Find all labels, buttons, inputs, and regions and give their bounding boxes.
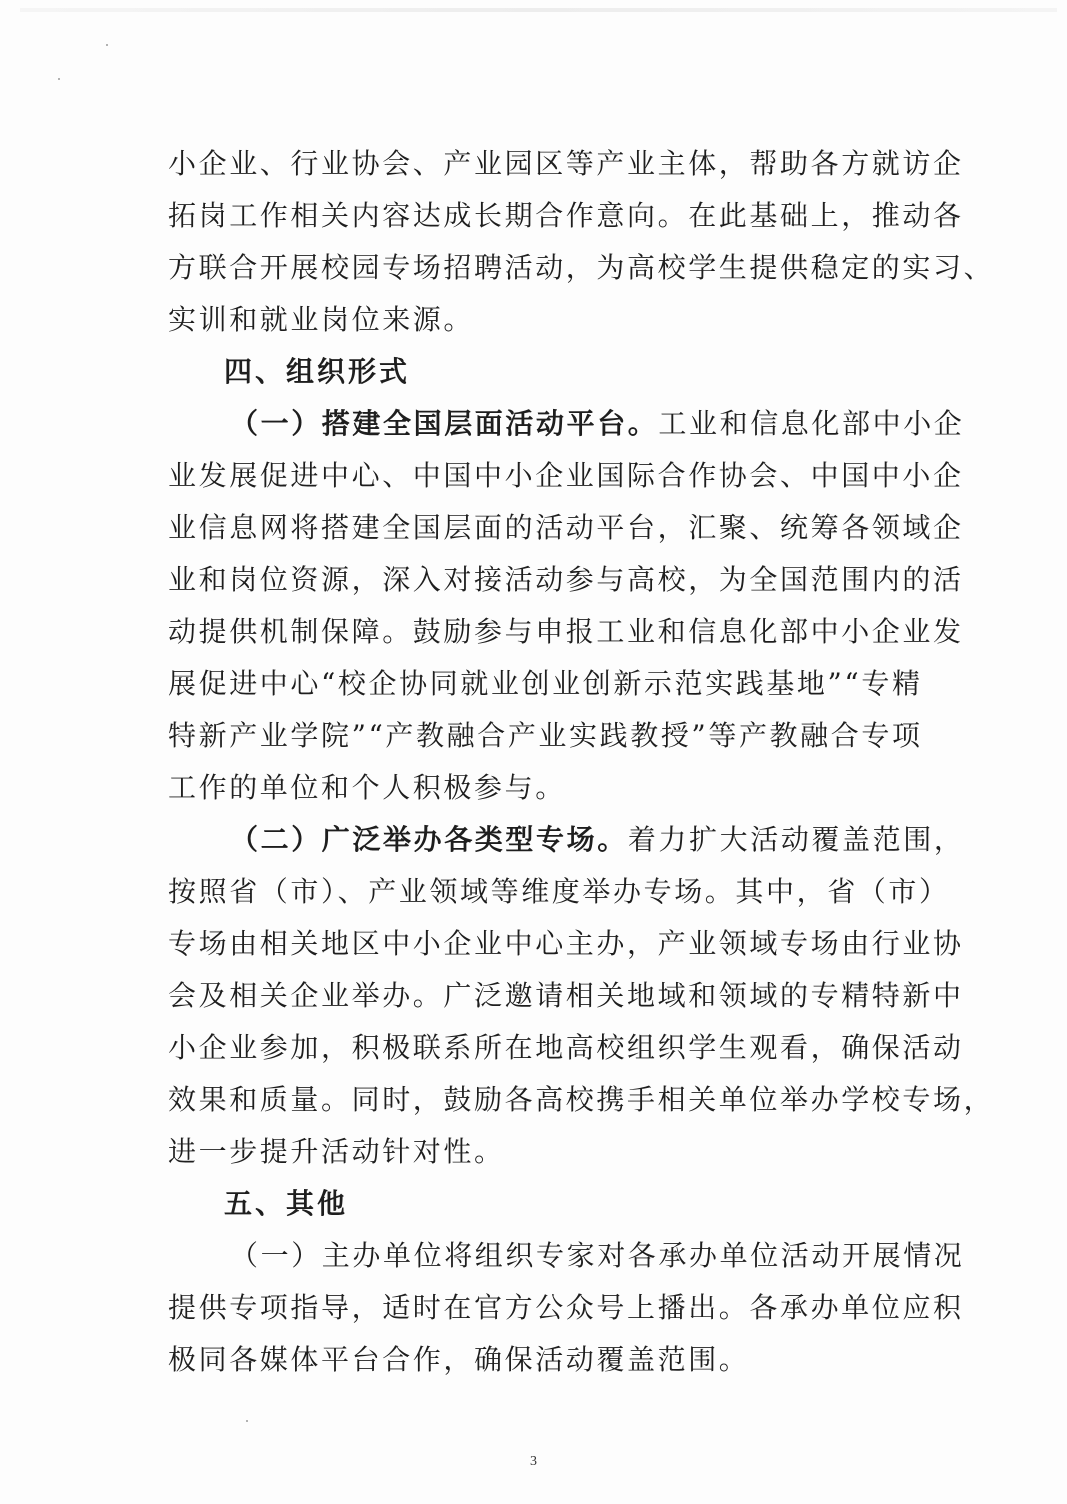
text-line: 方联合开展校园专场招聘活动，为高校学生提供稳定的实习、 <box>168 251 995 284</box>
text-line: 提供专项指导，适时在官方公众号上播出。各承办单位应积 <box>168 1291 964 1324</box>
text-line: 动提供机制保障。鼓励参与申报工业和信息化部中小企业发 <box>168 615 964 648</box>
scan-speck <box>246 1420 248 1422</box>
section-heading-4: 四、组织形式 <box>224 355 411 388</box>
text-line: 展促进中心“校企协同就业创业创新示范实践基地”“专精 <box>168 667 923 700</box>
scan-speck <box>106 44 108 46</box>
text-line: 会及相关企业举办。广泛邀请相关地域和领域的专精特新中 <box>168 979 964 1012</box>
text-line: 业信息网将搭建全国层面的活动平台，汇聚、统筹各领域企 <box>168 511 964 544</box>
body-text <box>168 138 995 1386</box>
text-line: 专场由相关地区中小企业中心主办，产业领域专场由行业协 <box>168 927 964 960</box>
text-line: 小企业、行业协会、产业园区等产业主体，帮助各方就访企 <box>168 147 964 180</box>
page-number: 3 <box>530 1454 537 1469</box>
text-fragment: 工业和信息化部中小企 <box>658 407 965 440</box>
text-line: 极同各媒体平台合作，确保活动覆盖范围。 <box>168 1343 750 1376</box>
section-heading-5: 五、其他 <box>224 1187 349 1220</box>
text-line: 按照省（市）、产业领域等维度举办专场。其中，省（市） <box>168 875 950 908</box>
text-line: 工作的单位和个人积极参与。 <box>168 771 566 804</box>
text-fragment: 着力扩大活动覆盖范围， <box>627 823 965 856</box>
scan-top-edge <box>20 8 1057 12</box>
paragraph-5-1-first-line: （一）主办单位将组织专家对各承办单位活动开展情况 <box>230 1239 965 1272</box>
text-line: 业和岗位资源，深入对接活动参与高校，为全国范围内的活 <box>168 563 964 596</box>
text-line: 拓岗工作相关内容达成长期合作意向。在此基础上，推动各 <box>168 199 964 232</box>
text-line: 效果和质量。同时，鼓励各高校携手相关单位举办学校专场， <box>168 1083 995 1116</box>
subsection-heading-4-2: （二）广泛举办各类型专场。 <box>230 823 628 856</box>
text-line: 小企业参加，积极联系所在地高校组织学生观看，确保活动 <box>168 1031 964 1064</box>
text-line: 特新产业学院”“产教融合产业实践教授”等产教融合专项 <box>168 719 923 752</box>
text-line: 业发展促进中心、中国中小企业国际合作协会、中国中小企 <box>168 459 964 492</box>
text-line: 进一步提升活动针对性。 <box>168 1135 505 1168</box>
scan-speck <box>58 78 60 80</box>
paragraph-4-2-first-line <box>168 814 965 866</box>
paragraph-4-1-first-line <box>168 398 965 450</box>
subsection-heading-4-1: （一）搭建全国层面活动平台。 <box>230 407 659 440</box>
text-line: 实训和就业岗位来源。 <box>168 303 475 336</box>
